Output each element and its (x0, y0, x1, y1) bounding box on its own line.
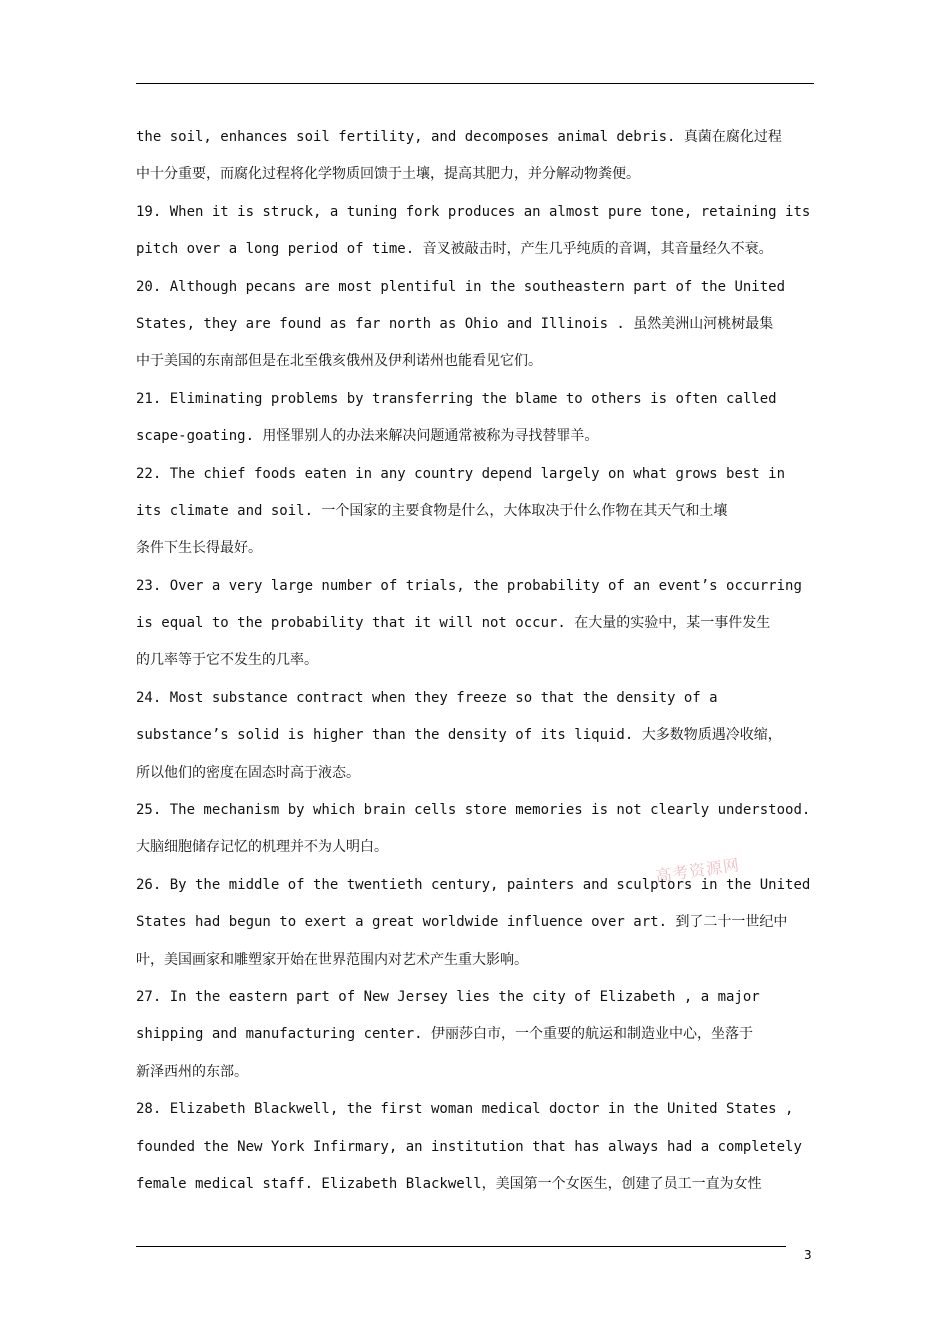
text-line: 27. In the eastern part of New Jersey lies the city of Elizabeth , a major (136, 988, 760, 1005)
header-rule (136, 83, 814, 84)
text-line: substance’s solid is higher than the density of its liquid. 大多数物质遇冷收缩， (136, 727, 782, 744)
text-line: 22. The chief foods eaten in any country depend largely on what grows best in (136, 465, 786, 482)
text-line: female medical staff. Elizabeth Blackwell，美国第一个女医生，创建了员工一直为女性 (136, 1175, 762, 1192)
text-line: 中十分重要，而腐化过程将化学物质回馈于土壤，提高其肥力，并分解动物粪便。 (136, 166, 640, 183)
page-number: 3 (804, 1248, 812, 1262)
text-line: 23. Over a very large number of trials, the probability of an event’s occurring (136, 577, 802, 594)
text-line: 24. Most substance contract when they freeze so that the density of a (136, 689, 718, 706)
text-line: 20. Although pecans are most plentiful in the southeastern part of the United (136, 278, 786, 295)
text-line: founded the New York Infirmary, an institution that has always had a completely (136, 1138, 802, 1155)
text-line: 叶，美国画家和雕塑家开始在世界范围内对艺术产生重大影响。 (136, 951, 528, 968)
text-line: scape-goating. 用怪罪别人的办法来解决问题通常被称为寻找替罪羊。 (136, 428, 599, 445)
text-line: States, they are found as far north as Ohio and Illinois . 虽然美洲山河桃树最集 (136, 315, 774, 332)
text-line: 条件下生长得最好。 (136, 540, 262, 557)
text-line: 大脑细胞储存记忆的机理并不为人明白。 (136, 839, 388, 856)
text-line: shipping and manufacturing center. 伊丽莎白市，一个重要的航运和制造业中心，坐落于 (136, 1026, 754, 1043)
text-line: 28. Elizabeth Blackwell, the first woman medical doctor in the United States , (136, 1101, 794, 1118)
footer-rule (136, 1246, 786, 1247)
body-text (136, 119, 836, 1203)
text-line: 的几率等于它不发生的几率。 (136, 652, 318, 669)
text-line: is equal to the probability that it will not occur. 在大量的实验中，某一事件发生 (136, 615, 771, 632)
text-line: the soil, enhances soil fertility, and decomposes animal debris. 真菌在腐化过程 (136, 129, 782, 145)
text-line: its climate and soil. 一个国家的主要食物是什么，大体取决于什么作物在其天气和土壤 (136, 502, 728, 519)
text-line: 所以他们的密度在固态时高于液态。 (136, 764, 360, 781)
text-line: 19. When it is struck, a tuning fork produces an almost pure tone, retaining its (136, 203, 811, 220)
text-line: 中于美国的东南部但是在北至俄亥俄州及伊利诺州也能看见它们。 (136, 353, 542, 370)
text-line: 新泽西州的东部。 (136, 1063, 248, 1080)
text-line: 26. By the middle of the twentieth century, painters and sculptors in the United (136, 876, 811, 893)
watermark: 高考资源网 (654, 855, 742, 886)
text-line: pitch over a long period of time. 音叉被敲击时，产生几乎纯质的音调，其音量经久不衰。 (136, 241, 773, 258)
text-line: 25. The mechanism by which brain cells store memories is not clearly understood. (136, 802, 811, 819)
text-line: 21. Eliminating problems by transferring the blame to others is often called (136, 390, 777, 407)
text-line: States had begun to exert a great worldwide influence over art. 到了二十一世纪中 (136, 914, 788, 931)
